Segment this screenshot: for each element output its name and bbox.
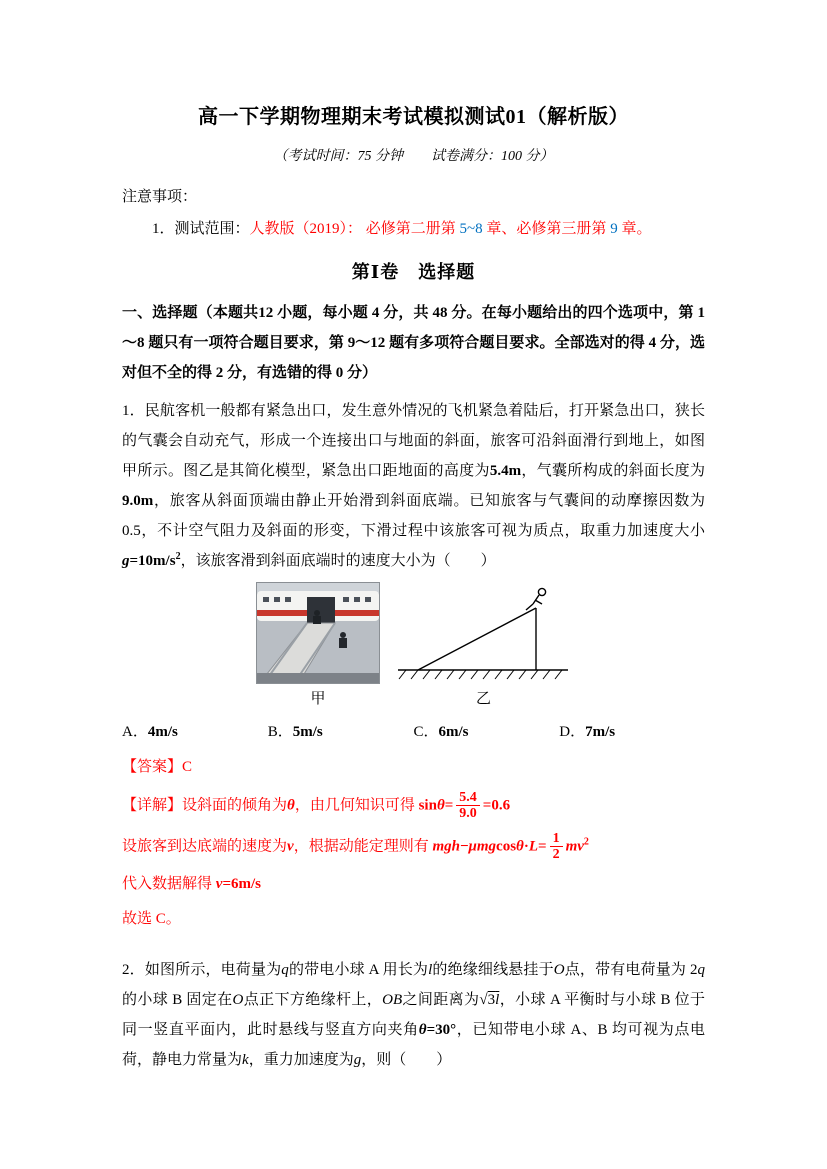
text-segment: 的带电小球 A 用长为 [288,961,429,978]
text-segment: ，根据动能定理则有 [293,838,433,855]
text-segment: 代入数据解得 [122,875,216,892]
option-a-label: A． [122,724,148,740]
figure-yi-label: 乙 [475,691,491,707]
text-segment: O [232,991,244,1008]
question-1-options [122,720,705,741]
text-segment: O [553,961,565,978]
text-segment: OB [382,991,403,1008]
text-segment: √ [479,991,488,1008]
figure-yi [396,584,571,708]
person-icon [526,588,546,610]
explanation-line-3 [122,872,705,898]
notice-heading: 注意事项： [122,189,198,205]
text-segment: 故选 C。 [122,910,181,927]
text-segment: sin [418,797,437,814]
section-instructions: 一、选择题（本题共12 小题，每小题 4 分，共 48 分。在每小题给出的四个选项中，第 1～8 题只有一项符合题目要求，第 9～12 题有多项符合题目要求。全部选对的得 4 分，选对但不全的得 2 分，有选错的得 0 分） [122,305,705,381]
option-d-label: D． [559,724,586,740]
text-segment: 【详解】设斜面的倾角为 [122,797,288,814]
emergency-slide-photo [256,582,380,684]
figure-jia-label: 甲 [310,691,326,707]
question-1-answer-block [122,755,705,933]
option-b-value: 5m/s [292,724,323,740]
text-segment: ，由几何知识可得 [294,797,419,814]
option-b-label: B． [267,724,293,740]
text-segment: 2．如图所示，电荷量为 [122,961,282,978]
text-segment: 必修第二册第 [365,221,460,237]
text-segment: 的绝缘细线悬挂于 [432,961,554,978]
text-segment: 设旅客到达底端的速度为 [122,838,288,855]
text-segment: v [287,838,294,855]
text-segment: 3 [487,991,496,1008]
text-segment: =30° [426,1021,457,1038]
text-segment: 2 [175,551,181,562]
text-segment: ，该旅客滑到斜面底端时的速度大小为（ ） [180,553,496,569]
page-title: 高一下学期物理期末考试模拟测试01（解析版） [198,106,629,128]
incline-diagram [396,584,571,684]
exam-info-subtitle: （考试时间：75 分钟 试卷满分：100 分） [273,149,554,164]
text-segment: 9 [610,221,618,237]
option-a [122,720,268,741]
text-segment: = [444,797,454,814]
text-segment: mgh [432,838,460,855]
text-segment: =0.6 [482,797,511,814]
section-title: 第Ⅰ卷 选择题 [351,262,476,282]
fraction: $\frac{1}{2}$ [550,831,563,863]
text-segment: θ [287,797,295,814]
option-a-value: 4m/s [147,724,178,740]
text-segment: ，重力加速度为 [248,1051,354,1068]
text-segment: v [215,875,223,892]
text-segment: k [242,1051,249,1068]
text-segment: μmg [468,838,497,855]
text-segment: θ [516,838,524,855]
option-d [559,720,705,741]
text-segment: 5~8 [459,221,483,237]
question-1-text [122,396,705,576]
text-segment: 的小球 B 固定在 [122,991,233,1008]
text-segment: mv [565,838,584,855]
fraction: $\frac{5.4}{9.0}$ [456,790,480,822]
text-segment: 【答案】C [122,759,193,775]
text-segment: 点正下方绝缘杆上， [243,991,383,1008]
text-segment: 2 [583,836,589,848]
text-segment: 之间距离为 [402,991,480,1008]
text-segment: 章。 [617,221,652,237]
text-segment: cos [496,838,517,855]
text-segment: θ [436,797,445,814]
option-c [414,720,560,741]
figure-jia [256,582,380,708]
text-segment: q [697,961,705,978]
text-segment: g [353,1051,362,1068]
text-segment: $\overline{l}$ [495,991,500,1008]
text-segment: q [281,961,289,978]
text-segment: ，气囊所构成的斜面长度为 [521,463,705,479]
text-segment: ，小球 A 平衡时与小球 B 位于同一竖直平面内，此时悬线与竖直方向夹角 [122,991,705,1038]
question-2-text [122,955,705,1075]
text-segment: ，旅客从斜面顶端由静止开始滑到斜面底端。已知旅客与气囊间的动摩擦因数为 0.5，不计空气阻力及斜面的形变，下滑过程中该旅客可视为质点，取重力加速度大小 [122,493,705,539]
text-segment: · [523,838,529,855]
text-segment: g [122,553,130,569]
explanation-line-2 [122,831,705,863]
explanation-line-4 [122,907,705,933]
text-segment: 章、必修第三册第 [482,221,611,237]
text-segment: ，则（ ） [361,1051,452,1068]
option-b [268,720,414,741]
text-segment: =10m/s [129,553,176,569]
text-segment: 人教版（2019）： [249,221,366,237]
text-segment: 9.0m [122,493,154,509]
explanation-line-1 [122,790,705,822]
option-d-value: 7m/s [585,724,616,740]
text-segment: θ [418,1021,427,1038]
answer-line [122,755,705,781]
option-c-label: C． [413,724,439,740]
text-segment: 点，带有电荷量为 2 [564,961,698,978]
text-segment: ，已知带电小球 A、B 均可视为点电荷，静电力常量为 [122,1021,705,1068]
document-content [122,100,705,1075]
text-segment: 1．测试范围： [152,221,250,237]
text-segment: l [428,961,433,978]
text-segment: − [459,838,469,855]
text-segment: L [528,838,539,855]
text-segment: 1．民航客机一般都有紧急出口，发生意外情况的飞机紧急着陆后，打开紧急出口，狭长的气囊会自动充气，形成一个连接出口与地面的斜面，旅客可沿斜面滑行到地上，如图甲所示。图乙是其简化模型，紧急出口距地面的高度为 [122,403,705,479]
notice-item-scope [122,217,705,238]
question-1-figures [122,582,705,708]
text-segment: = [538,838,547,855]
option-c-value: 6m/s [438,724,469,740]
text-segment: 5.4m [489,463,522,479]
text-segment: =6m/s [222,875,261,892]
